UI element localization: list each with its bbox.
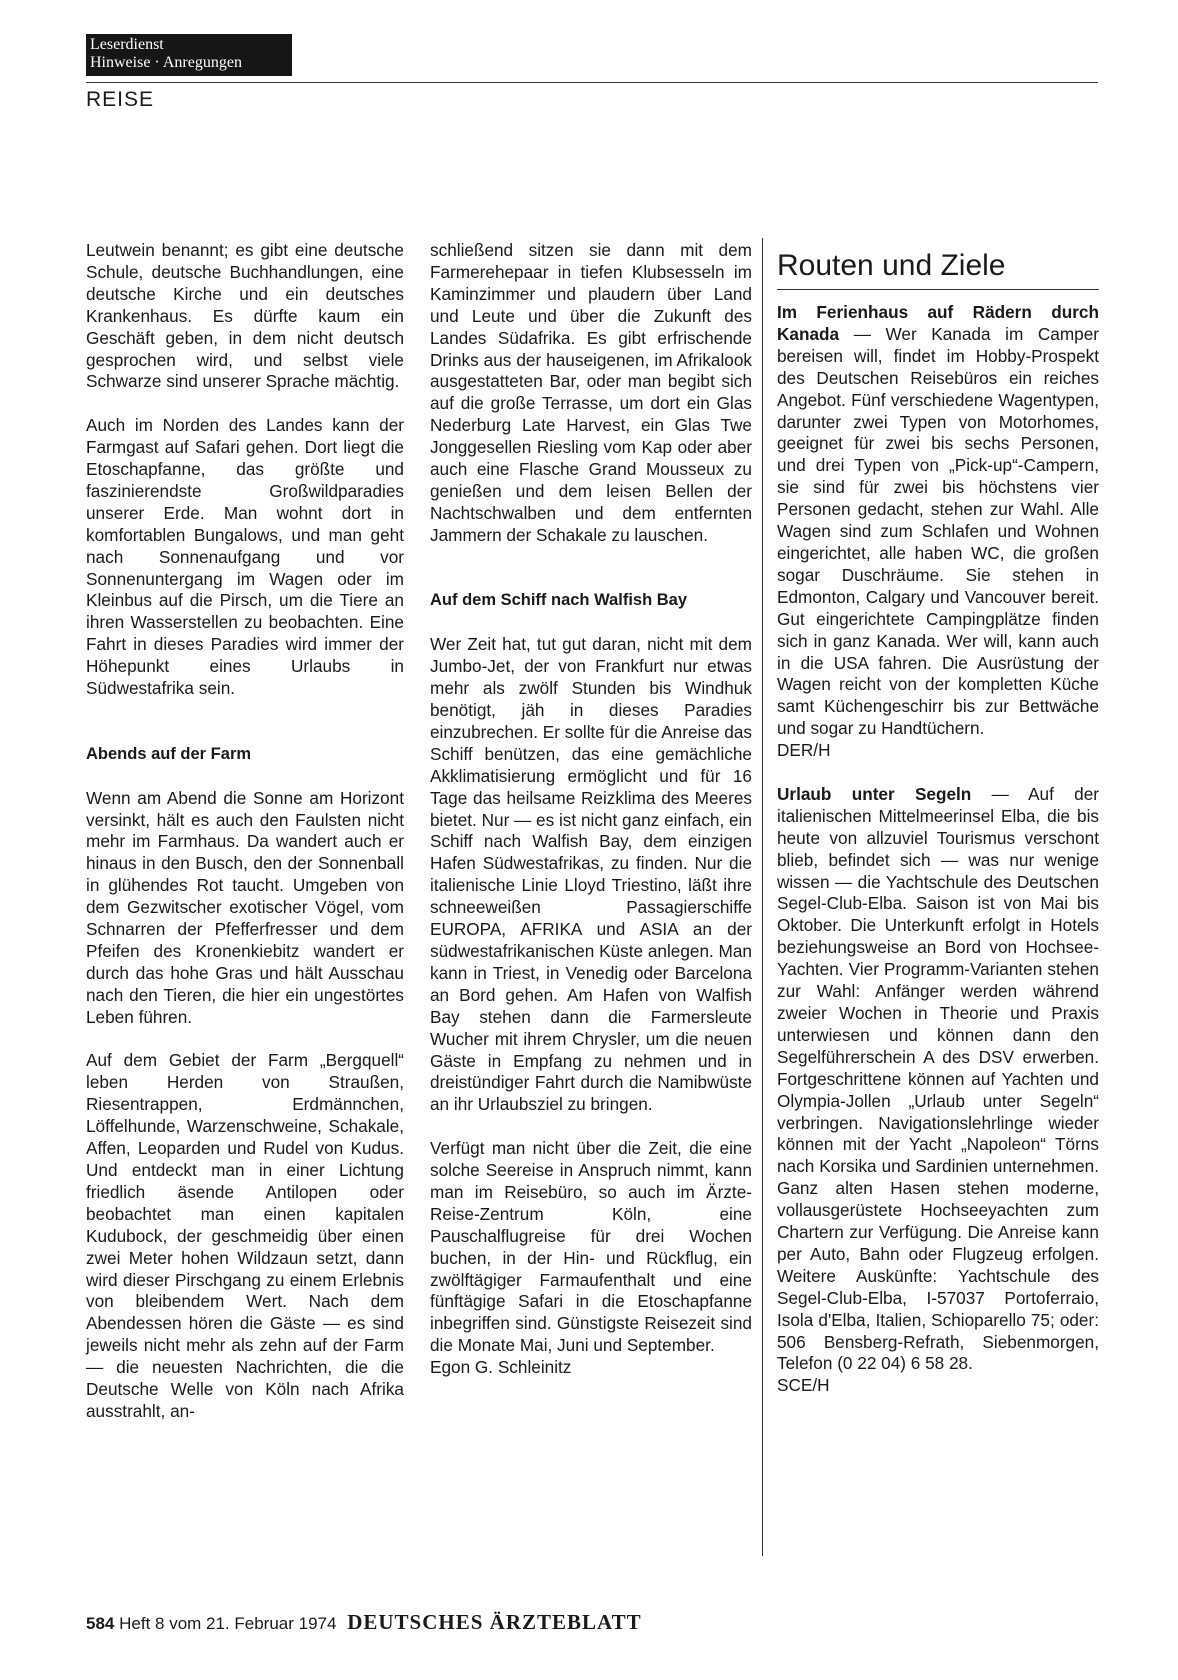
box-article-2-lead: Urlaub unter Segeln: [777, 783, 972, 804]
box-article-1-signature: DER/H: [777, 740, 831, 761]
column-1: [86, 240, 404, 1423]
column-2: [430, 240, 752, 1379]
col1-paragraph-1: Leutwein benannt; es gibt eine deutsche Schule, deutsche Buchhandlungen, eine deutsche Kirche und ein deutsches Krankenhaus. Es dürfte kaum ein Geschäft geben, in dem nicht deutsch gesprochen wird, und selbst viele Schwarze sind unserer Sprache mächtig.: [86, 240, 404, 392]
col1-paragraph-3: Wenn am Abend die Sonne am Horizont versinkt, hält es auch den Faulsten nicht mehr im Farmhaus. Da wandert auch er hinaus in den Busch, den der Sonnenball in glühendes Rot taucht. Umgeben von dem Gezwitscher exotischer Vögel, vom Schnarren der Pfefferfresser und dem Pfeifen des Kronenkiebitz wandert er durch das hohe Gras und hält Ausschau nach den Tieren, die hier ein ungestörtes Leben führen.: [86, 787, 404, 1027]
column-divider: [762, 238, 763, 1556]
box-article-1-lead: Im Ferienhaus auf Rädern durch Kanada: [777, 302, 1099, 344]
col2-paragraph-3: Verfügt man nicht über die Zeit, die eine solche Seereise in Anspruch nimmt, kann man im Reisebüro, so auch im Ärzte-Reise-Zentrum Köln, eine Pauschalflugreise für drei Wochen buchen, in der Hin- und Rückflug, ein zwölftägiger Farmaufenthalt und eine fünftägige Safari in die Etoschapfanne inbegriffen sind. Günstigste Reisezeit sind die Monate Mai, Juni und September.: [430, 1138, 752, 1356]
col2-paragraph-1: schließend sitzen sie dann mit dem Farmerehepaar in tiefen Klubsesseln im Kaminzimmer und plaudern über Land und Leute und über die Zukunft des Landes Südafrika. Es gibt erfrischende Drinks aus der hauseigenen, im Afrikalook ausgestatteten Bar, oder man begibt sich auf die große Terrasse, um dort ein Glas Nederburg Late Harvest, ein Glas Twe Jonggesellen Riesling vom Kap oder aber auch eine Flasche Grand Mousseux zu genießen und dem leisen Bellen der Nachtschwalben und dem entfernten Jammern der Schakale zu lauschen.: [430, 240, 752, 545]
box-title: Routen und Ziele: [777, 249, 1006, 282]
issue-info: Heft 8 vom 21. Februar 1974: [119, 1614, 337, 1633]
col2-subheading: Auf dem Schiff nach Walfish Bay: [430, 591, 688, 610]
col1-subheading: Abends auf der Farm: [86, 744, 252, 763]
col1-paragraph-4: Auf dem Gebiet der Farm „Bergquell“ leben Herden von Straußen, Riesentrappen, Erdmännchen, Löffelhunde, Warzenschweine, Schakale, Affen, Leoparden und Rudel von Kudus. Und entdeckt man in einer Lichtung friedlich äsende Antilopen oder beobachtet man einen kapitalen Kudubock, der geschmeidig über einen zwei Meter hohen Wildzaun setzt, dann wird dieser Pirschgang zu einem Erlebnis von bleibendem Wert. Nach dem Abendessen hören die Gäste — es sind jeweils nicht mehr als zehn auf der Farm — die neuesten Nachrichten, die die Deutsche Welle von Köln nach Afrika ausstrahlt, an-: [86, 1050, 404, 1421]
box-article-1-text: — Wer Kanada im Camper bereisen will, findet im Hobby-Prospekt des Deutschen Reisebüros ein reiches Angebot. Fünf verschiedene Wagentypen, darunter zwei Typen von Motorhomes, geeignet für zwei bis sechs Personen, und drei Typen von „Pick-up“-Campern, sie sind für zwei bis höchstens vier Personen gedacht, stehen zur Wahl. Alle Wagen sind zum Schlafen und Wohnen eingerichtet, alle haben WC, die großen sogar Duschräume. Sie stehen in Edmonton, Calgary und Vancouver bereit. Gut eingerichtete Campingplätze finden sich in ganz Kanada. Wer will, kann auch in die USA fahren. Die Ausrüstung der Wagen reicht von der kompletten Küche samt Küchengeschirr bis zur Bettwäche und sogar zu Handtüchern.: [777, 323, 1099, 739]
page-number: 584: [86, 1614, 115, 1633]
box-article-1: [777, 302, 1099, 740]
col2-paragraph-2: Wer Zeit hat, tut gut daran, nicht mit dem Jumbo-Jet, der von Frankfurt nur etwas mehr als zwölf Stunden bis Windhuk benötigt, jäh in dieses Paradies einzubrechen. Er sollte für die Anreise das Schiff benützen, das eine gemächliche Akklimatisierung ermöglicht und für 16 Tage das heilsame Reizklima des Meeres bietet. Nur — es ist nicht ganz einfach, ein Schiff nach Walfish Bay, dem einzigen Hafen Südwestafrikas, zu finden. Nur die italienische Linie Lloyd Triestino, läßt ihre schneeweißen Passagierschiffe EUROPA, AFRIKA und ASIA an der südwestafrikanischen Küste anlegen. Man kann in Triest, in Venedig oder Barcelona an Bord gehen. Am Hafen von Walfish Bay stehen dann die Farmersleute Wucher mit ihrem Chrysler, um die neuen Gäste in Empfang zu nehmen und in dreistündiger Fahrt durch die Namibwüste an ihr Urlaubsziel zu bringen.: [430, 634, 752, 1115]
box-title-rule: [777, 289, 1099, 290]
col2-signature: Egon G. Schleinitz: [430, 1357, 572, 1378]
box-article-2-text: — Auf der italienischen Mittelmeerinsel Elba, die bis heute von allzuviel Tourismus verschont blieb, befindet sich — was nur wenige wissen — die Yachtschule des Deutschen Segel-Club-Elba. Saison ist von Mai bis Oktober. Die Unterkunft erfolgt in Hotels beziehungsweise an Bord von Hochsee-Yachten. Vier Programm-Varianten stehen zur Wahl: Anfänger werden während zweier Wochen in Theorie und Praxis unterwiesen und können dann den Segelführerschein A des DSV erwerben. Fortgeschrittene können auf Yachten und Olympia-Jollen „Urlaub unter Segeln“ verbringen. Navigationslehrlinge wieder können mit der Yacht „Napoleon“ Törns nach Korsika und Sardinien unternehmen. Ganz alten Hasen stehen moderne, vollausgerüstete Hochseeyachten zum Chartern zur Verfügung. Die Anreise kann per Auto, Bahn oder Flugzeug erfolgen. Weitere Auskünfte: Yachtschule des Segel-Club-Elba, I-57037 Portoferraio, Isola d'Elba, Italien, Schioparello 75; oder: 506 Bensberg-Refrath, Siebenmorgen, Telefon (0 22 04) 6 58 28.: [777, 783, 1099, 1374]
section-title: REISE: [86, 88, 155, 111]
page-footer: [86, 1610, 642, 1635]
box-article-2-signature: SCE/H: [777, 1375, 830, 1396]
col1-paragraph-2: Auch im Norden des Landes kann der Farmgast auf Safari gehen. Dort liegt die Etoschapfanne, das größte und faszinierendste Großwildparadies unserer Erde. Man wohnt dort in komfortablen Bungalows, und man geht nach Sonnenaufgang und vor Sonnenuntergang im Wagen oder im Kleinbus auf die Pirsch, um die Tiere an ihren Wasserstellen zu beobachten. Eine Fahrt in dieses Paradies wird immer der Höhepunkt eines Urlaubs in Südwestafrika sein.: [86, 415, 404, 699]
column-3-box: [777, 248, 1099, 1397]
box-article-2: [777, 784, 1099, 1375]
badge-line-1: Leserdienst: [90, 36, 164, 53]
magazine-name: DEUTSCHES ÄRZTEBLATT: [347, 1610, 642, 1634]
header-rule: [86, 82, 1098, 83]
badge-line-2: Hinweise · Anregungen: [90, 54, 242, 71]
leserdienst-badge: [86, 34, 292, 76]
